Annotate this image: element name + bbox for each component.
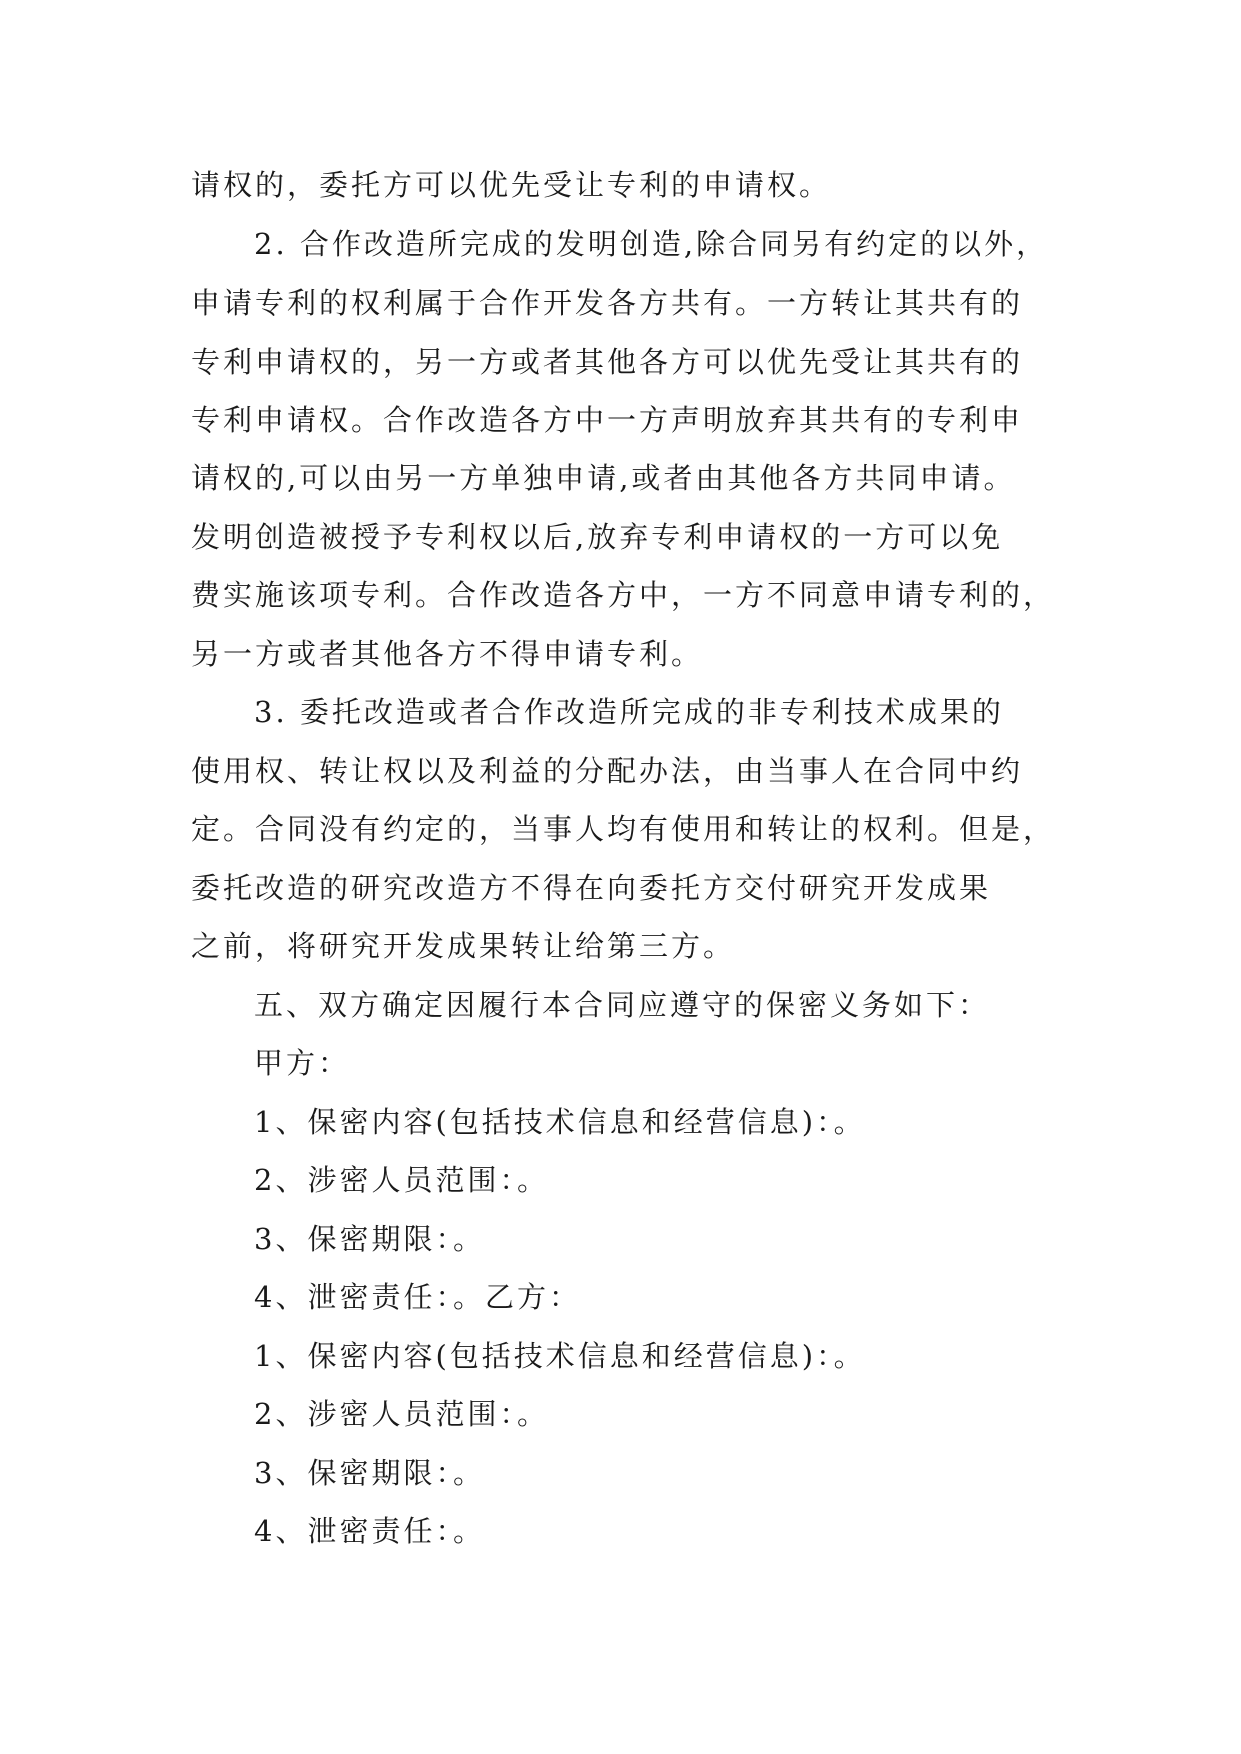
text-line-9: 另一方或者其他各方不得申请专利。	[191, 637, 704, 671]
text-line-22: 2、涉密人员范围：。	[254, 1397, 549, 1431]
text-line-5: 专利申请权。合作改造各方中一方声明放弃其共有的专利申	[191, 403, 1024, 437]
text-line-21: 1、保密内容(包括技术信息和经营信息)：。	[254, 1339, 866, 1373]
text-line-4: 专利申请权的，另一方或者其他各方可以优先受让其共有的	[191, 345, 1024, 379]
text-line-20: 4、泄密责任：。乙方：	[254, 1280, 581, 1314]
text-line-12: 定。合同没有约定的，当事人均有使用和转让的权利。但是，	[191, 812, 1056, 846]
text-line-19: 3、保密期限：。	[254, 1222, 485, 1256]
text-line-8: 费实施该项专利。合作改造各方中，一方不同意申请专利的，	[191, 578, 1056, 612]
text-line-3: 申请专利的权利属于合作开发各方共有。一方转让其共有的	[191, 286, 1024, 320]
text-line-6: 请权的,可以由另一方单独申请,或者由其他各方共同申请。	[191, 461, 1016, 495]
text-line-17: 1、保密内容(包括技术信息和经营信息)：。	[254, 1105, 866, 1139]
text-line-18: 2、涉密人员范围：。	[254, 1163, 549, 1197]
text-line-23: 3、保密期限：。	[254, 1456, 485, 1490]
text-line-11: 使用权、转让权以及利益的分配办法，由当事人在合同中约	[191, 754, 1024, 788]
text-line-15: 五、双方确定因履行本合同应遵守的保密义务如下：	[254, 988, 991, 1022]
text-line-14: 之前，将研究开发成果转让给第三方。	[191, 929, 736, 963]
text-line-2: 2. 合作改造所完成的发明创造,除合同另有约定的以外，	[254, 227, 1049, 261]
text-line-10: 3. 委托改造或者合作改造所完成的非专利技术成果的	[254, 695, 1004, 729]
text-line-16: 甲方：	[254, 1046, 351, 1080]
text-line-24: 4、泄密责任：。	[254, 1514, 485, 1548]
text-line-1: 请权的，委托方可以优先受让专利的申请权。	[191, 168, 832, 202]
text-line-13: 委托改造的研究改造方不得在向委托方交付研究开发成果	[191, 871, 992, 905]
text-line-7: 发明创造被授予专利权以后,放弃专利申请权的一方可以免	[191, 520, 1004, 554]
